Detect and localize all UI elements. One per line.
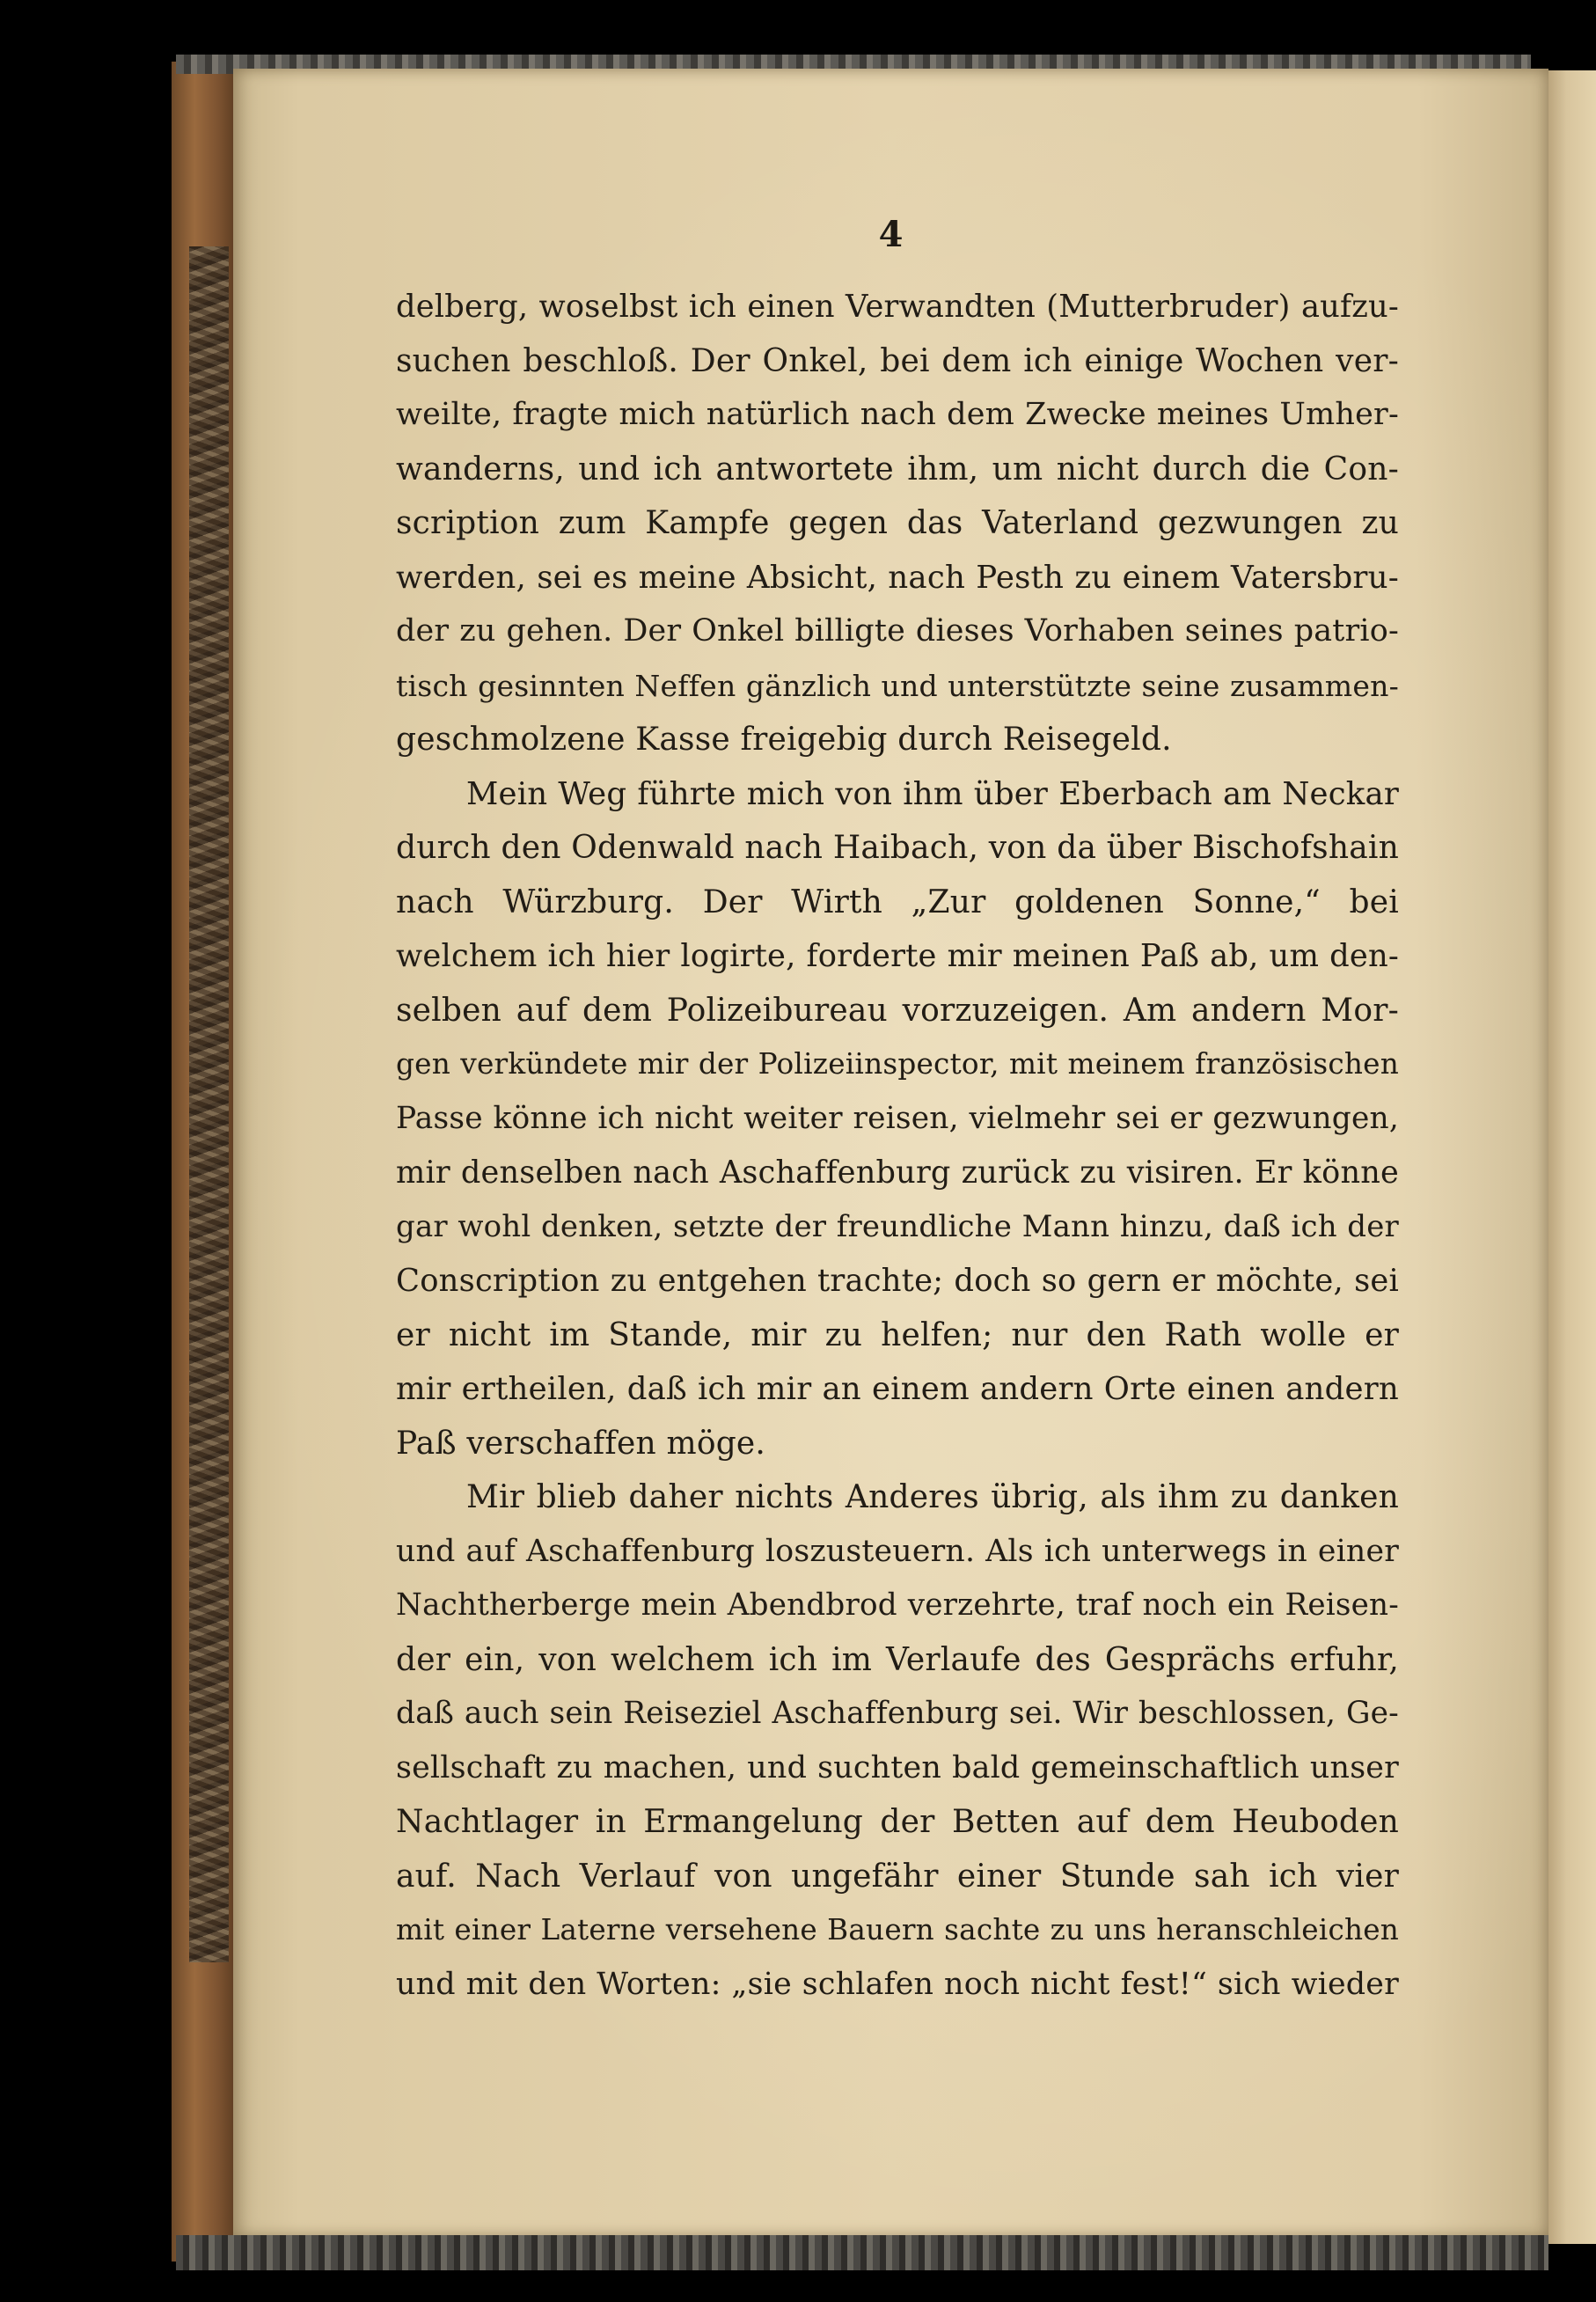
text-line: Conscription zu entgehen trachte; doch so gern er möchte, sei — [396, 1263, 1399, 1299]
paragraph-3 — [396, 1470, 1399, 2012]
text-line: mit einer Laterne versehene Bauern sachte zu uns heranschleichen — [396, 1913, 1399, 1946]
paragraph-2 — [396, 767, 1399, 1471]
text-line: und auf Aschaffenburg loszusteuern. Als ich unterwegs in einer — [396, 1533, 1399, 1569]
text-line: der zu gehen. Der Onkel billigte dieses Vorhaben seines patrio- — [396, 613, 1399, 649]
text-line: daß auch sein Reiseziel Aschaffenburg sei. Wir beschlossen, Ge- — [396, 1696, 1399, 1731]
text-line: Nachtherberge mein Abendbrod verzehrte, traf noch ein Reisen- — [396, 1587, 1399, 1623]
text-line: und mit den Worten: „sie schlafen noch nicht fest!“ sich wieder — [396, 1966, 1399, 2002]
text-line: der ein, von welchem ich im Verlaufe des Gesprächs erfuhr, — [396, 1641, 1399, 1678]
text-line: geschmolzene Kasse freigebig durch Reisegeld. — [396, 722, 1172, 758]
text-line: weilte, fragte mich natürlich nach dem Zwecke meines Umher- — [396, 397, 1399, 432]
text-line: er nicht im Stande, mir zu helfen; nur den Rath wolle er — [396, 1316, 1399, 1353]
text-line: Nachtlager in Ermangelung der Betten auf dem Heuboden — [396, 1804, 1399, 1840]
text-line: Passe könne ich nicht weiter reisen, vielmehr sei er gezwungen, — [396, 1100, 1399, 1136]
text-line: wanderns, und ich antwortete ihm, um nicht durch die Con- — [396, 451, 1399, 488]
book-page — [233, 69, 1548, 2238]
text-line: suchen beschloß. Der Onkel, bei dem ich einige Wochen ver- — [396, 342, 1399, 379]
text-line: scription zum Kampfe gegen das Vaterland gezwungen zu — [396, 505, 1399, 541]
text-line: auf. Nach Verlauf von ungefähr einer Stunde sah ich vier — [396, 1858, 1399, 1895]
text-line: Paß verschaffen möge. — [396, 1425, 766, 1462]
text-line: gen verkündete mir der Polizeiinspector, mit meinem französischen — [396, 1047, 1399, 1081]
text-line: Mein Weg führte mich von ihm über Eberbach am Neckar — [466, 775, 1399, 812]
page-text — [396, 280, 1399, 2012]
text-line: delberg, woselbst ich einen Verwandten (Mutterbruder) aufzu- — [396, 289, 1399, 325]
text-line: selben auf dem Polizeibureau vorzuzeigen. Am andern Mor- — [396, 992, 1399, 1029]
marbled-cover-edge — [189, 246, 229, 1962]
text-line: werden, sei es meine Absicht, nach Pesth zu einem Vatersbru- — [396, 559, 1399, 596]
page-number: 4 — [878, 214, 904, 255]
text-line: Mir blieb daher nichts Anderes übrig, als ihm zu danken — [466, 1479, 1399, 1515]
text-line: tisch gesinnten Neffen gänzlich und unterstützte seine zusammen- — [396, 668, 1399, 703]
facing-page-edge — [1547, 70, 1596, 2244]
text-line: durch den Odenwald nach Haibach, von da über Bischofshain — [396, 830, 1399, 866]
bottom-page-edge — [176, 2235, 1548, 2270]
text-line: gar wohl denken, setzte der freundliche Mann hinzu, daß ich der — [396, 1208, 1399, 1244]
paragraph-1 — [396, 280, 1399, 767]
text-line: mir denselben nach Aschaffenburg zurück zu visiren. Er könne — [396, 1155, 1399, 1191]
text-line: welchem ich hier logirte, forderte mir meinen Paß ab, um den- — [396, 938, 1399, 974]
text-line: mir ertheilen, daß ich mir an einem andern Orte einen andern — [396, 1371, 1399, 1407]
text-line: nach Würzburg. Der Wirth „Zur goldenen Sonne,“ bei — [396, 883, 1399, 920]
text-line: sellschaft zu machen, und suchten bald gemeinschaftlich unser — [396, 1749, 1399, 1785]
